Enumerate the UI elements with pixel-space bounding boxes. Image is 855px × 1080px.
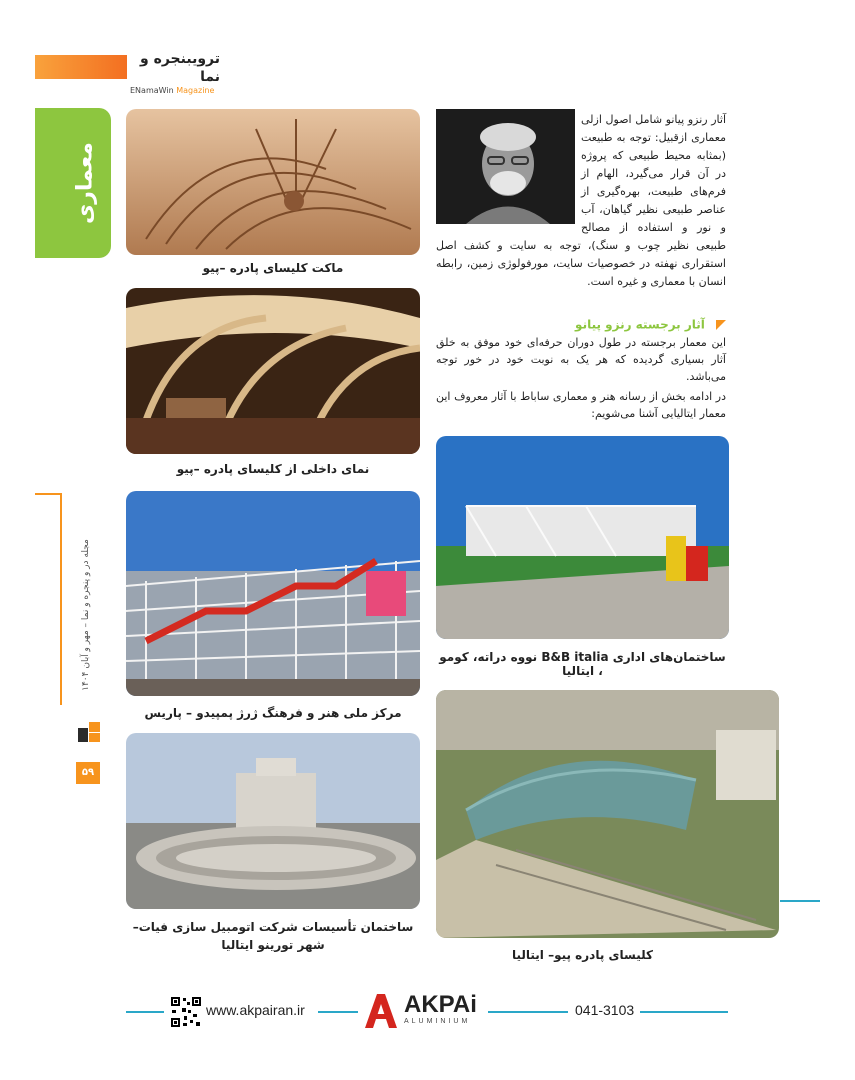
- caption-bb-italia: ساختمان‌های اداری B&B italia نووه دراته، کومو ، ایتالیا: [439, 650, 726, 678]
- section-heading-row: [436, 314, 726, 332]
- header-logo-sub-left: ENamaWin: [130, 86, 174, 95]
- page-number: ۵۹: [81, 767, 95, 778]
- pompidou-center-photo: [126, 491, 420, 696]
- section-heading: آثار برجسته رنزو پیانو: [575, 317, 705, 332]
- footer-line-mid-left: [318, 1011, 358, 1013]
- section-paragraph-1: این معمار برجسته در طول دوران حرفه‌ای خود موفق به خلق آثار بسیاری گردیده که هر یک به نوبت خود در خور توجه می‌باشد.: [436, 336, 726, 383]
- section-paragraph-2: در ادامه بخش از رسانه هنر و معماری ساباط با آثار معروف این معمار ایتالیایی آشنا می‌شویم:: [436, 390, 726, 420]
- caption-padre-pio: کلیسای پادره پیو– ایتالیا: [511, 948, 654, 962]
- side-issue-text: مجله در و پنجره و نما – مهر و آبان ۱۴۰۴: [81, 539, 91, 691]
- church-interior-photo: [126, 288, 420, 454]
- header-logo-sub-right: Magazine: [176, 86, 215, 95]
- footer-line-right: [640, 1011, 728, 1013]
- akpai-logo-icon: [363, 992, 399, 1030]
- church-model-photo: [126, 109, 420, 255]
- caption-pompidou: مرکز ملی هنر و فرهنگ ژرژ پمپیدو – پاریس: [144, 706, 402, 720]
- header-orange-bar: [35, 55, 127, 79]
- fiat-building-photo: [126, 733, 420, 909]
- intro-paragraph: آثار رنزو پیانو شامل اصول ازلی معماری ازقبیل: توجه به طبیعت (بمثابه محیط طبیعی که پروژه در آن قرار می‌گیرد، الهام از فرم‌های طبیعت، بهره‌گیری از عناصر طبیعی نظیر گیاهان، آب و نور و استفاده از مصالح طبیعی نظیر چوب و سنگ)، توجه به سایت و کشف اصل استقراری نهفته در خصوصیات سایت، مورفولوژی زمین، رابطه انسان با معماری و غیره است.: [436, 113, 726, 288]
- side-orange-frame: [35, 493, 62, 705]
- footer-brand-sub: ALUMINIUM: [404, 1018, 471, 1025]
- bb-italia-building-photo: [436, 436, 729, 639]
- window-icon: [78, 722, 100, 744]
- footer-line-mid-right: [488, 1011, 568, 1013]
- footer-phone[interactable]: 041-3103: [575, 1002, 635, 1018]
- side-category-label: معماری: [72, 142, 98, 224]
- footer-brand-name: AKPAi: [404, 991, 477, 1018]
- side-category-tab: [35, 108, 111, 258]
- padre-pio-church-photo: [436, 690, 779, 938]
- caption-church-interior: نمای داخلی از کلیسای پادره –پیو: [176, 462, 370, 476]
- footer-line-left: [126, 1011, 164, 1013]
- footer-website[interactable]: www.akpairan.ir: [206, 1002, 305, 1018]
- qr-code-icon: [170, 996, 202, 1028]
- caption-fiat: ساختمان تأسیسات شرکت اتومبیل سازی فیات–شهر تورینو ایتالیا: [132, 920, 414, 952]
- triangle-bullet-icon: [716, 320, 726, 330]
- right-accent-line: [780, 900, 820, 902]
- caption-church-model: ماکت کلیسای پادره –پیو: [202, 261, 344, 275]
- header-logo-text: ترویبنجره و نما: [140, 51, 220, 85]
- footer-brand: [404, 992, 484, 1025]
- page-number-badge: [76, 762, 100, 784]
- header-logo: [130, 50, 220, 95]
